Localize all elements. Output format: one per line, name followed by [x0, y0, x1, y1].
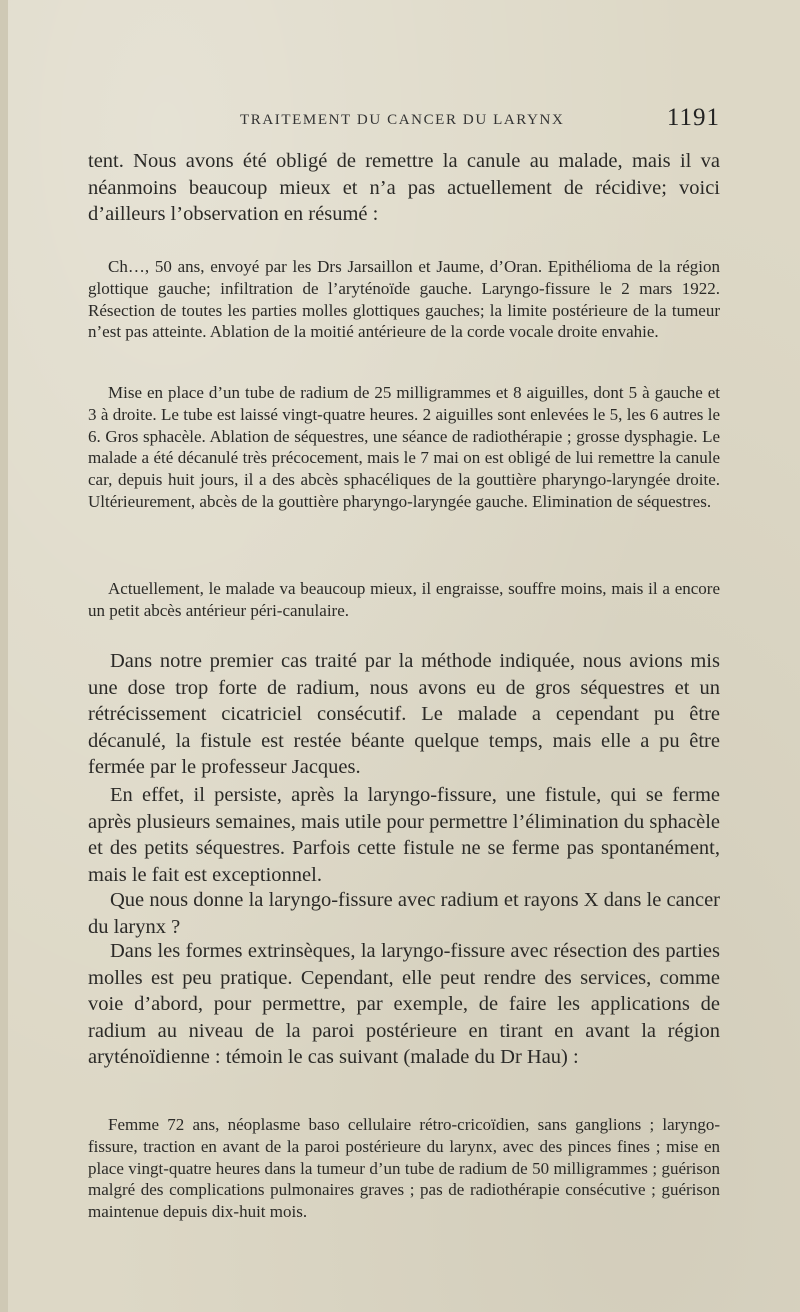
observation-1-outcome: Actuellement, le malade va beaucoup mieux, il engraisse, souffre moins, mais il a encore un petit abcès antérieur péri-canulaire. — [88, 579, 720, 620]
paragraph-question: Que nous donne la laryngo-fissure avec radium et rayons X dans le cancer du larynx ? — [88, 889, 720, 938]
observation-1-treatment: Mise en place d’un tube de radium de 25 milligrammes et 8 aiguilles, dont 5 à gauche et 3 à droite. Le tube est laissé vingt-quatre heures. 2 aiguilles sont enlevées le 5, les 6 autres le 6. Gros sphacèle. Ablation de séquestres, une séance de radiothérapie ; grosse dysphagie. Le malade a été décanulé très précocement, mais le 7 mai on est obligé de lui remettre la canule car, depuis huit jours, il a des abcès sphacéliques de la gouttière pharyngo-laryngée droite. Ultérieurement, abcès de la gouttière pharyngo-laryngée gauche. Elimination de séquestres. — [88, 383, 720, 511]
paragraph-fistula: En effet, il persiste, après la laryngo-fissure, une fistule, qui se ferme après plusieurs semaines, mais utile pour permettre l’élimination du sphacèle et des petits séquestres. Parfois cette fistule ne se ferme pas spontanément, mais le fait est exceptionnel. — [88, 784, 720, 886]
page-header — [88, 104, 720, 134]
observation-1-case: Ch…, 50 ans, envoyé par les Drs Jarsaillon et Jaume, d’Oran. Epithélioma de la région glottique gauche; infiltration de l’aryténoïde gauche. Laryngo-fissure le 2 mars 1922. Résection de toutes les parties molles glottiques gauches; la limite postérieure de la tumeur n’est pas atteinte. Ablation de la moitié antérieure de la corde vocale droite envahie. — [88, 257, 720, 342]
observation-2: Femme 72 ans, néoplasme baso cellulaire rétro-cricoïdien, sans ganglions ; laryngo-fissure, traction en avant de la paroi postérieure du larynx, avec des pinces fines ; mise en place vingt-quatre heures dans la tumeur d’un tube de radium de 50 milligrammes ; guérison malgré des complications pulmonaires graves ; pas de radiothérapie consécutive ; guérison maintenue depuis dix-huit mois. — [88, 1115, 720, 1222]
paragraph-first-case: Dans notre premier cas traité par la méthode indiquée, nous avions mis une dose trop forte de radium, nous avons eu de gros séquestres et un rétrécissement cicatriciel consécutif. Le malade a cependant pu être décanulé, la fistule est restée béante quelque temps, mais elle a pu être fermée par le professeur Jacques. — [88, 650, 720, 779]
paragraph-extrinsic-forms: Dans les formes extrinsèques, la laryngo-fissure avec résection des parties molles est peu pratique. Cependant, elle peut rendre des services, comme voie d’abord, pour permettre, par exemple, de faire les applications de radium au niveau de la paroi postérieure en tirant en avant la région aryténoïdienne : témoin le cas suivant (malade du Dr Hau) : — [88, 940, 720, 1069]
page-number: 1191 — [666, 104, 720, 131]
paragraph-intro: tent. Nous avons été obligé de remettre la canule au malade, mais il va néanmoins beaucoup mieux et n’a pas actuellement de récidive; voici d’ailleurs l’observation en résumé : — [88, 150, 720, 226]
running-title: TRAITEMENT DU CANCER DU LARYNX — [240, 112, 565, 128]
